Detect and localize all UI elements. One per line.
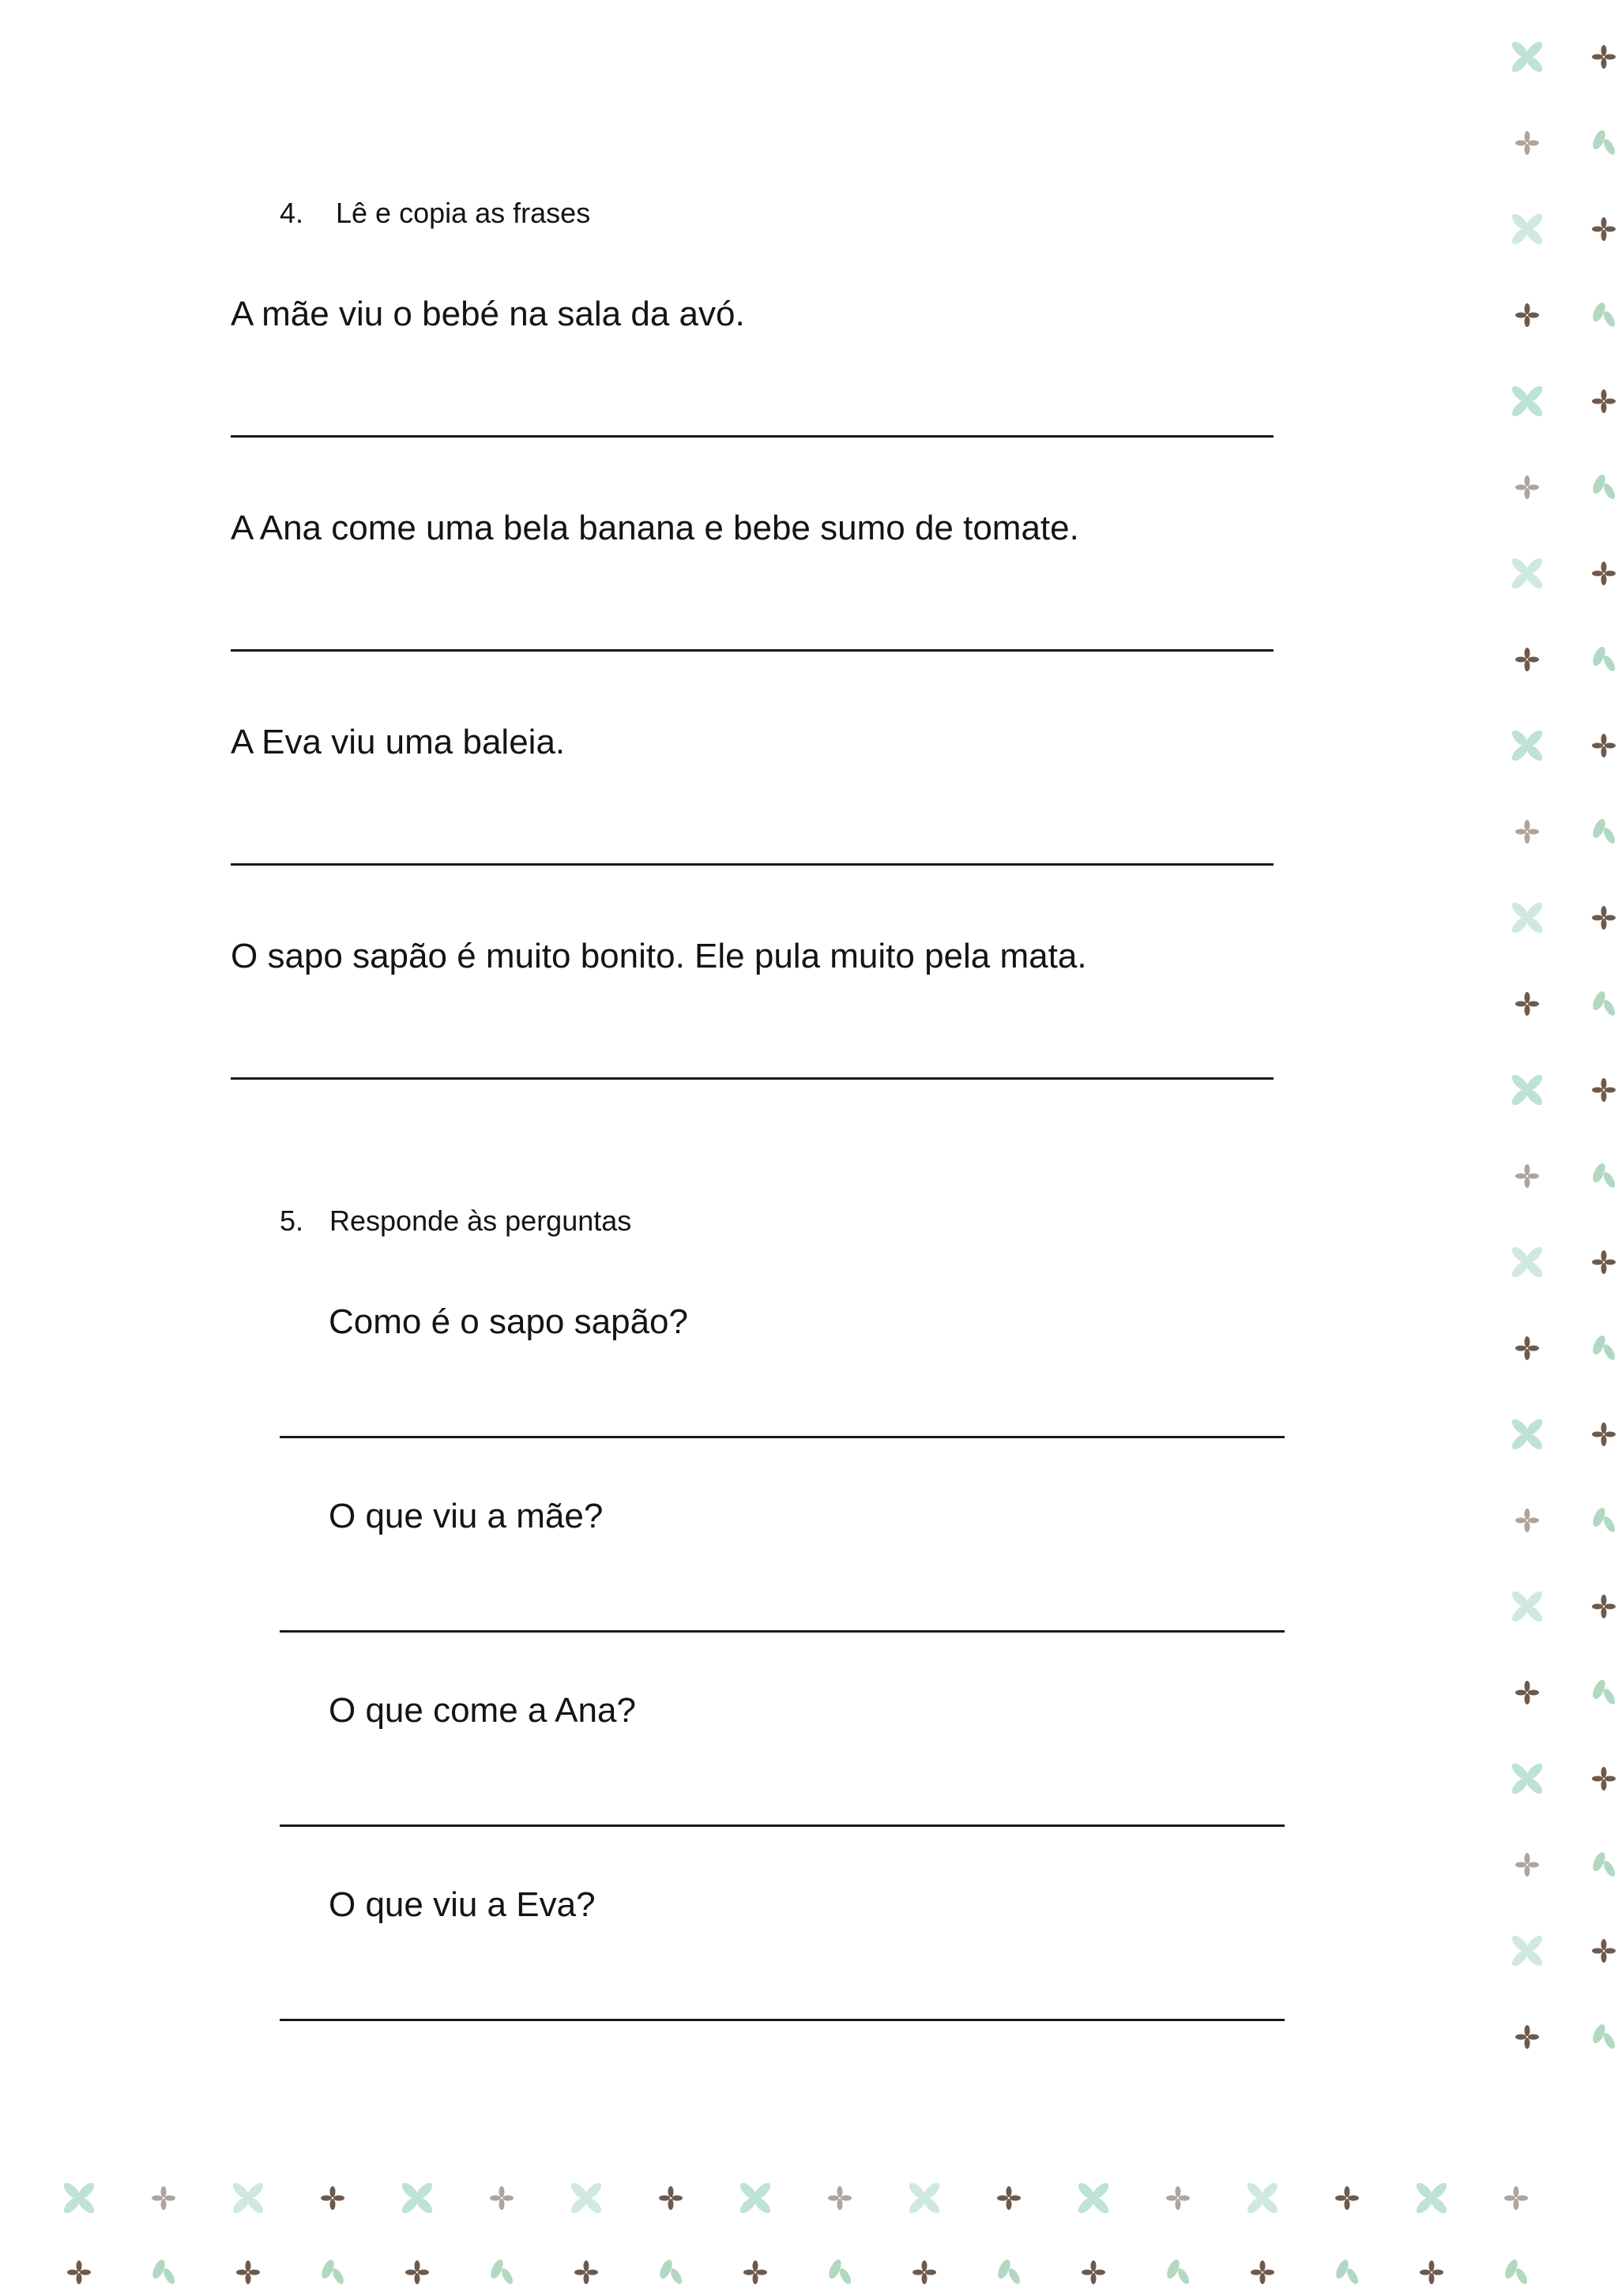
copy-line-3[interactable] (231, 863, 1274, 866)
section-4-title: Lê e copia as frases (336, 197, 591, 229)
question-1: Como é o sapo sapão? (329, 1302, 688, 1341)
flower-icon (1503, 1497, 1551, 1544)
flower-icon (1580, 205, 1618, 253)
leaf-sprig-icon (1580, 464, 1618, 511)
x-leaf-icon (1503, 722, 1551, 769)
x-leaf-icon (563, 2174, 610, 2222)
answer-line-2[interactable] (280, 1630, 1285, 1633)
flower-icon (1580, 1411, 1618, 1458)
section-4-number: 4. (280, 197, 304, 229)
x-leaf-icon (224, 2174, 272, 2222)
flower-icon (1408, 2249, 1455, 2296)
leaf-sprig-icon (1580, 1497, 1618, 1544)
flower-icon (1580, 1066, 1618, 1114)
x-leaf-icon (55, 2174, 103, 2222)
flower-icon (1503, 980, 1551, 1028)
sentence-4: O sapo sapão é muito bonito. Ele pula muito pela mata. (231, 937, 1087, 975)
x-leaf-icon (1503, 894, 1551, 941)
leaf-sprig-icon (1580, 1841, 1618, 1888)
flower-icon (1070, 2249, 1117, 2296)
flower-icon (1503, 1152, 1551, 1200)
flower-icon (55, 2249, 103, 2296)
answer-line-1[interactable] (280, 1436, 1285, 1438)
leaf-sprig-icon (1492, 2249, 1540, 2296)
sentence-2: A Ana come uma bela banana e bebe sumo de tomate. (231, 509, 1079, 547)
question-4: O que viu a Eva? (329, 1885, 596, 1924)
flower-icon (1580, 378, 1618, 425)
leaf-sprig-icon (985, 2249, 1033, 2296)
section-5-number: 5. (280, 1204, 304, 1237)
flower-icon (563, 2249, 610, 2296)
flower-icon (1580, 550, 1618, 597)
sentence-3: A Eva viu uma baleia. (231, 723, 566, 761)
leaf-sprig-icon (1580, 119, 1618, 167)
flower-icon (1503, 1841, 1551, 1888)
x-leaf-icon (1503, 1927, 1551, 1975)
x-leaf-icon (1503, 1238, 1551, 1286)
flower-icon (732, 2249, 779, 2296)
section-5-title: Responde às perguntas (329, 1204, 632, 1237)
x-leaf-icon (1503, 1066, 1551, 1114)
flower-icon (901, 2249, 948, 2296)
flower-icon (140, 2174, 187, 2222)
flower-icon (1580, 894, 1618, 941)
flower-icon (1580, 1755, 1618, 1802)
copy-line-4[interactable] (231, 1077, 1274, 1080)
x-leaf-icon (1503, 378, 1551, 425)
leaf-sprig-icon (1580, 980, 1618, 1028)
right-border-pattern (1499, 0, 1618, 2288)
question-2: O que viu a mãe? (329, 1497, 604, 1535)
x-leaf-icon (1503, 33, 1551, 81)
leaf-sprig-icon (309, 2249, 356, 2296)
leaf-sprig-icon (140, 2249, 187, 2296)
leaf-sprig-icon (1580, 2013, 1618, 2061)
flower-icon (1323, 2174, 1371, 2222)
flower-icon (816, 2174, 864, 2222)
leaf-sprig-icon (1580, 291, 1618, 339)
x-leaf-icon (1239, 2174, 1286, 2222)
x-leaf-icon (1503, 1411, 1551, 1458)
answer-line-4[interactable] (280, 2019, 1285, 2021)
flower-icon (1580, 1927, 1618, 1975)
section-4-heading (280, 197, 591, 229)
section-5-heading (280, 1204, 632, 1237)
x-leaf-icon (1408, 2174, 1455, 2222)
answer-line-3[interactable] (280, 1824, 1285, 1827)
leaf-sprig-icon (1154, 2249, 1202, 2296)
copy-line-1[interactable] (231, 435, 1274, 438)
x-leaf-icon (732, 2174, 779, 2222)
x-leaf-icon (1503, 1755, 1551, 1802)
flower-icon (1503, 291, 1551, 339)
flower-icon (1503, 464, 1551, 511)
leaf-sprig-icon (1580, 1325, 1618, 1372)
flower-icon (1580, 1238, 1618, 1286)
flower-icon (224, 2249, 272, 2296)
x-leaf-icon (901, 2174, 948, 2222)
leaf-sprig-icon (478, 2249, 525, 2296)
copy-line-2[interactable] (231, 649, 1274, 652)
flower-icon (309, 2174, 356, 2222)
question-3: O que come a Ana? (329, 1691, 636, 1730)
x-leaf-icon (1503, 550, 1551, 597)
flower-icon (1580, 1583, 1618, 1630)
flower-icon (1580, 33, 1618, 81)
leaf-sprig-icon (1580, 808, 1618, 855)
flower-icon (1239, 2249, 1286, 2296)
flower-icon (1580, 722, 1618, 769)
x-leaf-icon (393, 2174, 441, 2222)
flower-icon (985, 2174, 1033, 2222)
x-leaf-icon (1070, 2174, 1117, 2222)
flower-icon (393, 2249, 441, 2296)
flower-icon (1503, 1325, 1551, 1372)
leaf-sprig-icon (816, 2249, 864, 2296)
leaf-sprig-icon (647, 2249, 694, 2296)
x-leaf-icon (1503, 1583, 1551, 1630)
bottom-border-pattern (0, 2162, 1618, 2288)
flower-icon (1154, 2174, 1202, 2222)
flower-icon (647, 2174, 694, 2222)
flower-icon (1503, 1669, 1551, 1716)
flower-icon (1503, 2013, 1551, 2061)
leaf-sprig-icon (1580, 1152, 1618, 1200)
x-leaf-icon (1503, 205, 1551, 253)
flower-icon (478, 2174, 525, 2222)
leaf-sprig-icon (1580, 1669, 1618, 1716)
flower-icon (1503, 636, 1551, 683)
flower-icon (1492, 2174, 1540, 2222)
flower-icon (1503, 119, 1551, 167)
flower-icon (1503, 808, 1551, 855)
leaf-sprig-icon (1323, 2249, 1371, 2296)
leaf-sprig-icon (1580, 636, 1618, 683)
sentence-1: A mãe viu o bebé na sala da avó. (231, 295, 745, 333)
